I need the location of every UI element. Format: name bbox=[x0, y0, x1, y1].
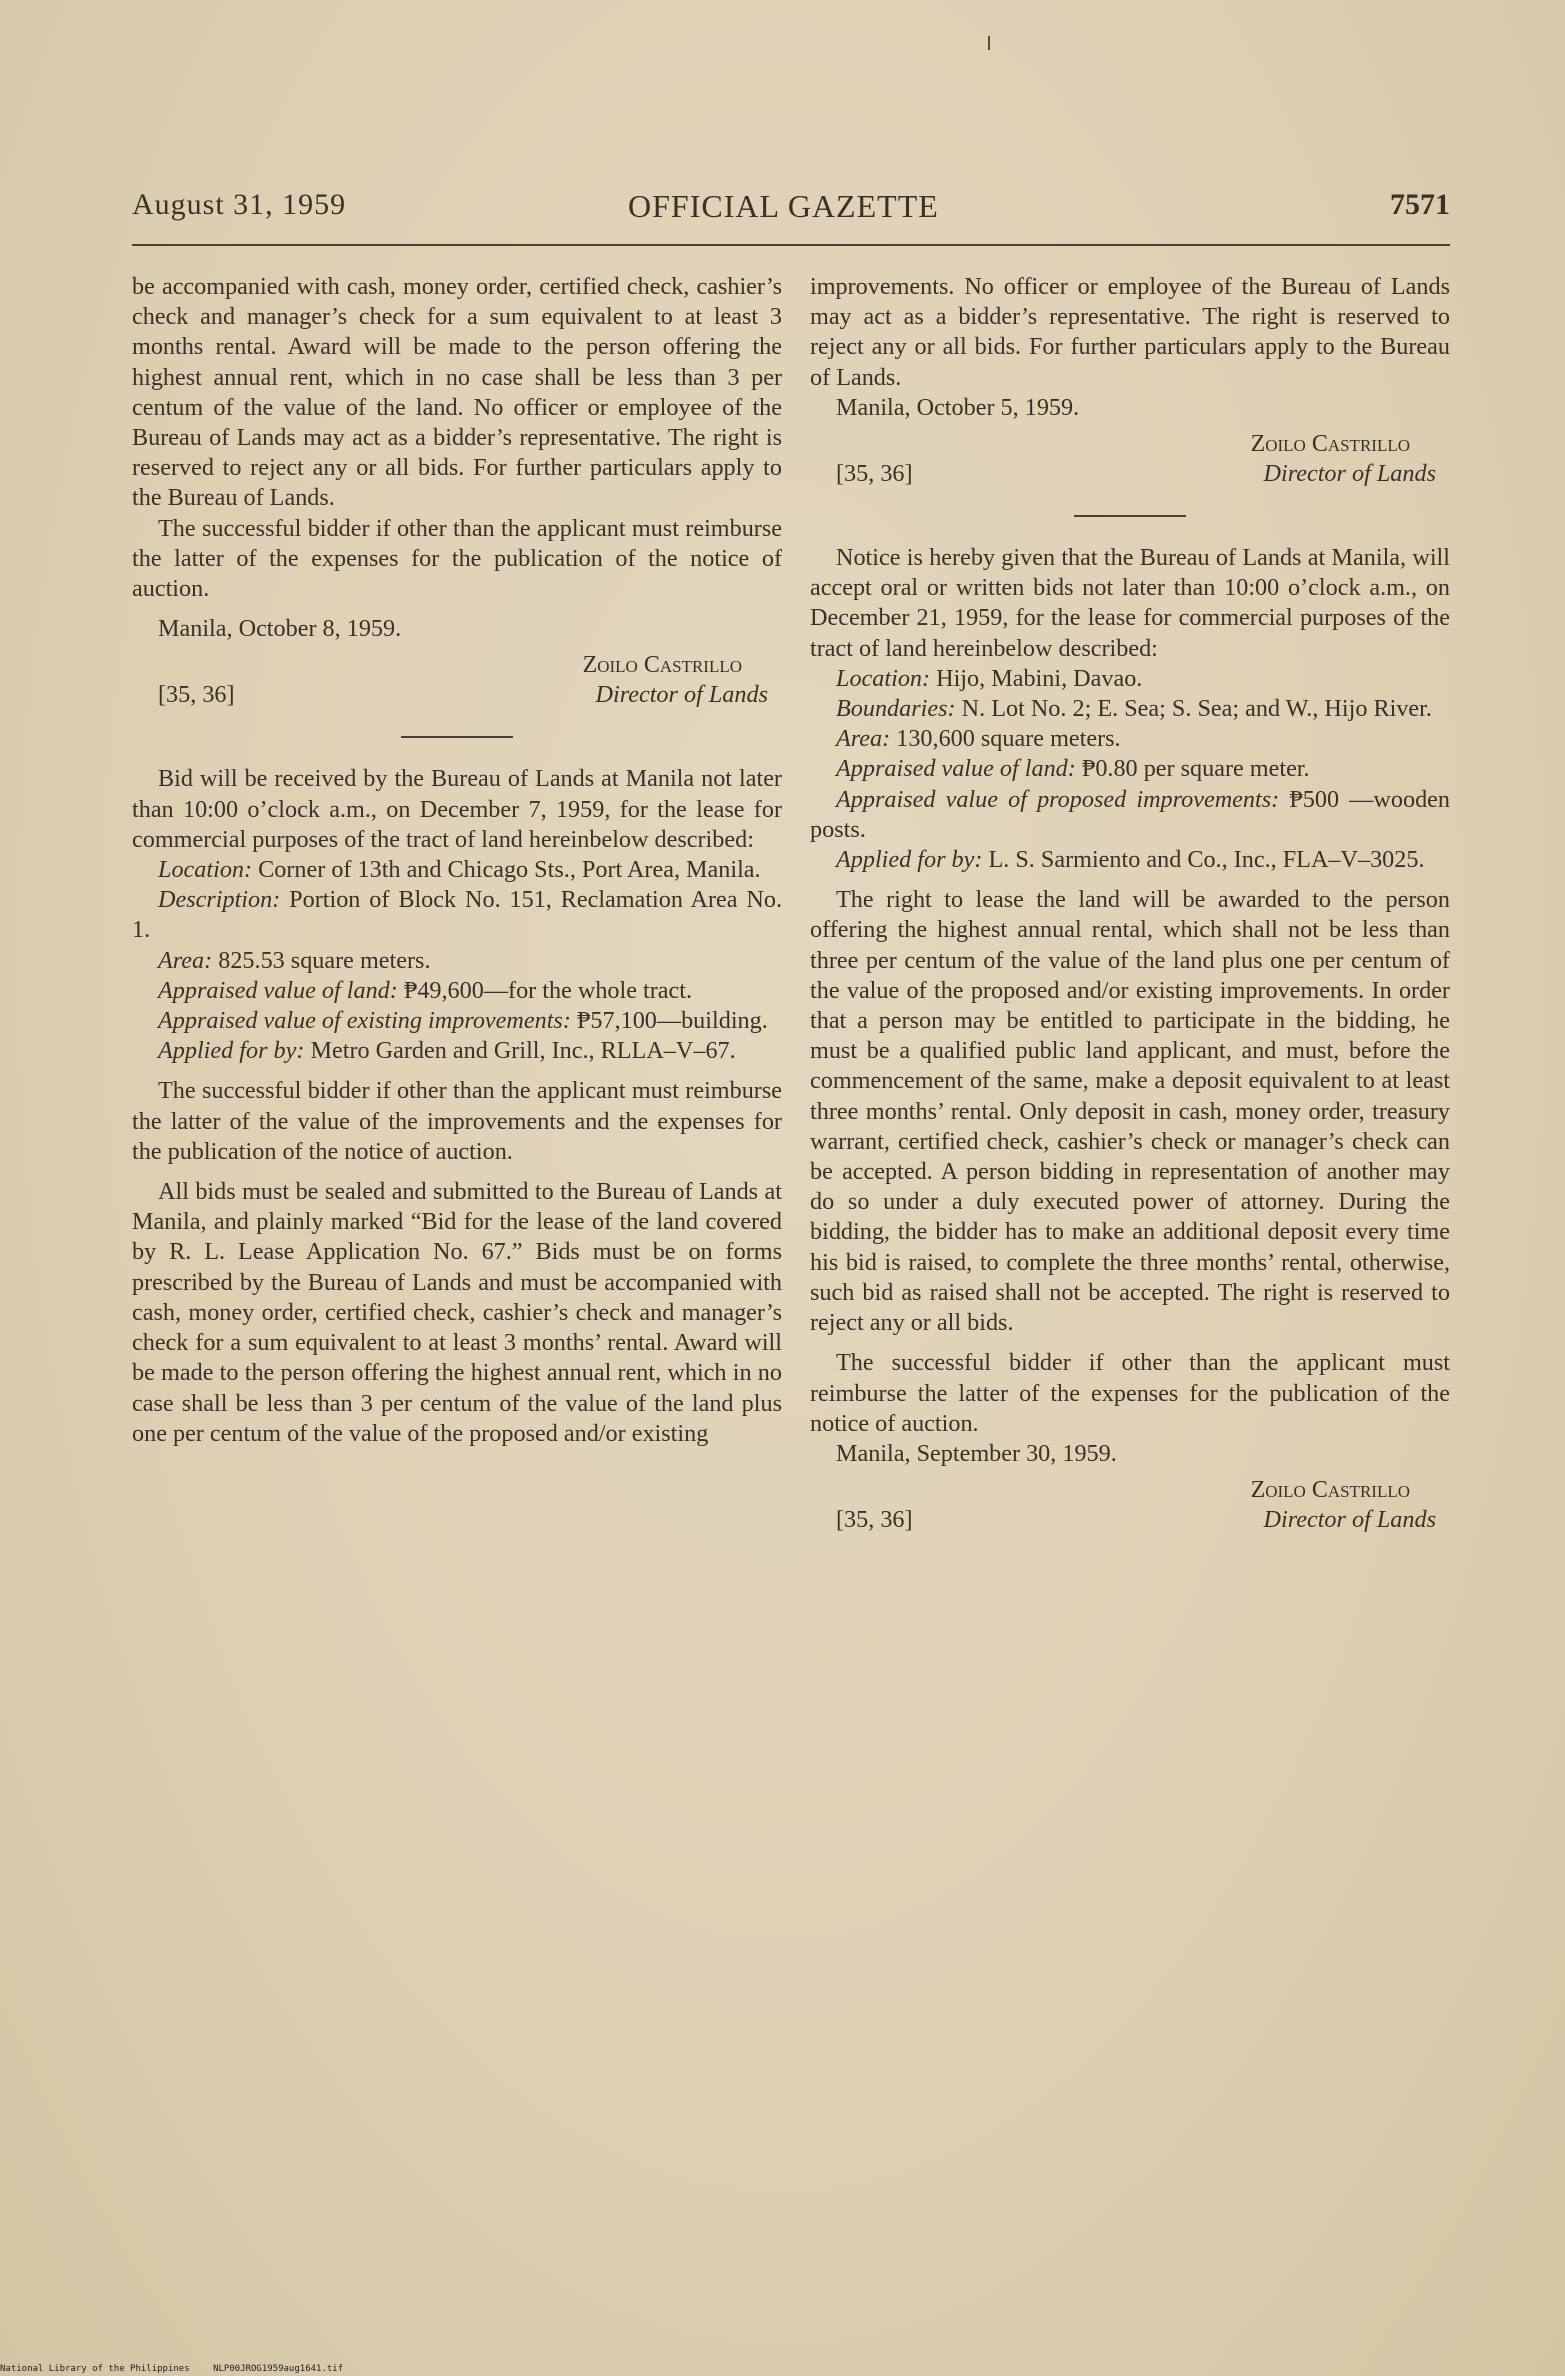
page-header bbox=[132, 188, 1450, 234]
appraised-improvements-label: Appraised value of existing improvements: bbox=[158, 1007, 571, 1035]
signer-name: Zoilo Castrillo bbox=[582, 652, 742, 679]
notice1-signature bbox=[132, 650, 782, 714]
notice3-boundaries bbox=[810, 694, 1450, 724]
boundaries-label: Boundaries: bbox=[836, 695, 956, 723]
notice3-location bbox=[810, 664, 1450, 694]
location-label: Location: bbox=[158, 856, 253, 884]
boundaries-value: N. Lot No. 2; E. Sea; S. Sea; and W., Hijo River. bbox=[961, 695, 1432, 723]
notice2-successful-bidder: The successful bidder if other than the applicant must reimburse the latter of the value of the improvements and the expenses for the publication of the notice of auction. bbox=[132, 1077, 782, 1165]
notice1-place-date: Manila, October 8, 1959. bbox=[158, 615, 402, 643]
description-value: Portion of Block No. 151, Reclamation Area No. 1. bbox=[132, 886, 783, 944]
notice2-description bbox=[132, 885, 782, 945]
signer-title: Director of Lands bbox=[1263, 1506, 1436, 1534]
applied-for-label: Applied for by: bbox=[836, 846, 983, 874]
location-value: Corner of 13th and Chicago Sts., Port Area, Manila. bbox=[258, 856, 761, 884]
description-label: Description: bbox=[158, 886, 281, 914]
notice2-bids-paragraph: All bids must be sealed and submitted to the Bureau of Lands at Manila, and plainly marked “Bid for the lease of the land covered by R. L. Lease Application No. 67.” Bids must be on forms prescribed by the Bureau of Lands and must be accompanied with cash, money order, certified check, cashier’s check and manager’s check for a sum equivalent to at least 3 months’ rental. Award will be made to the person offering the highest annual rent, which in no case shall be less than 3 per centum of the value of the land plus one per centum of the value of the proposed and/or existing bbox=[132, 1178, 782, 1447]
signer-name: Zoilo Castrillo bbox=[1250, 1477, 1410, 1504]
notice2-location bbox=[132, 855, 782, 885]
area-value: 825.53 square meters. bbox=[218, 946, 431, 974]
notice-divider bbox=[401, 736, 513, 738]
page-number: 7571 bbox=[1390, 188, 1450, 221]
notice2-area bbox=[132, 946, 782, 976]
left-column bbox=[132, 272, 782, 1449]
reference-number: [35, 36] bbox=[158, 681, 235, 709]
notice2-applied-for bbox=[132, 1036, 782, 1066]
appraised-improvements-label: Appraised value of proposed improvements: bbox=[836, 785, 1280, 813]
footer-file: NLP00JROG1959aug1641.tif bbox=[213, 2364, 344, 2374]
notice2-appraised-improvements bbox=[132, 1006, 782, 1036]
notice2-signature bbox=[810, 429, 1450, 493]
notice1-successful-bidder: The successful bidder if other than the applicant must reimburse the latter of the expenses for the publication of the notice of auction. bbox=[132, 514, 782, 603]
appraised-improvements-value: ₱500 —wooden posts. bbox=[810, 785, 1451, 843]
signer-name: Zoilo Castrillo bbox=[1250, 431, 1410, 458]
scan-mark bbox=[988, 36, 990, 50]
appraised-improvements-value: ₱57,100—building. bbox=[576, 1007, 768, 1035]
location-value: Hijo, Mabini, Davao. bbox=[936, 664, 1143, 692]
notice1-paragraph: be accompanied with cash, money order, certified check, cashier’s check and manager’s check for a sum equivalent to at least 3 months rental. Award will be made to the person offering the highest annual rent, which in no case shall be less than 3 per centum of the value of the land. No officer or employee of the Bureau of Lands may act as a bidder’s representative. The right is reserved to reject any or all bids. For further particulars apply to the Bureau of Lands. bbox=[132, 273, 782, 512]
signer-title: Director of Lands bbox=[595, 681, 768, 709]
header-date: August 31, 1959 bbox=[132, 188, 347, 221]
signer-title: Director of Lands bbox=[1263, 460, 1436, 488]
notice3-signature bbox=[810, 1475, 1450, 1539]
reference-number: [35, 36] bbox=[836, 1506, 913, 1534]
header-rule bbox=[132, 244, 1450, 246]
notice2-continued: improvements. No officer or employee of the Bureau of Lands may act as a bidder’s representative. The right is reserved to reject any or all bids. For further particulars apply to the Bureau of Lands. bbox=[810, 273, 1450, 391]
notice3-appraised-land bbox=[810, 754, 1450, 784]
area-label: Area: bbox=[836, 725, 891, 753]
location-label: Location: bbox=[836, 664, 931, 692]
appraised-land-label: Appraised value of land: bbox=[836, 755, 1076, 783]
area-value: 130,600 square meters. bbox=[896, 725, 1121, 753]
applied-for-label: Applied for by: bbox=[158, 1037, 305, 1065]
notice3-appraised-improvements bbox=[810, 785, 1450, 845]
notice3-area bbox=[810, 724, 1450, 754]
notice2-appraised-land bbox=[132, 976, 782, 1006]
notice3-right-to-lease: The right to lease the land will be awarded to the person offering the highest annual rental, which shall not be less than three per centum of the value of the land plus one per centum of the value of the proposed and/or existing improvements. In order that a person may be entitled to participate in the bidding, he must be a qualified public land applicant, and must, before the commencement of the same, make a deposit equivalent to at least three months’ rental. Only deposit in cash, money order, treasury warrant, certified check, cashier’s check or manager’s check can be accepted. A person bidding in representation of another may do so under a duly executed power of attorney. During the bidding, the bidder has to make an additional deposit every time his bid is raised, to complete the three months’ rental, otherwise, such bid as raised shall not be accepted. The right is reserved to reject any or all bids. bbox=[810, 886, 1450, 1337]
notice3-successful-bidder: The successful bidder if other than the applicant must reimburse the latter of the expenses for the publication of the notice of auction. bbox=[810, 1349, 1450, 1437]
header-title: OFFICIAL GAZETTE bbox=[628, 188, 939, 224]
notice2-intro: Bid will be received by the Bureau of Lands at Manila not later than 10:00 o’clock a.m., on December 7, 1959, for the lease for commercial purposes of the tract of land hereinbelow described: bbox=[132, 765, 782, 853]
notice3-applied-for bbox=[810, 845, 1450, 875]
notice-divider bbox=[1074, 515, 1186, 517]
footer-library: National Library of the Philippines bbox=[0, 2364, 190, 2374]
notice2-place-date: Manila, October 5, 1959. bbox=[836, 393, 1080, 421]
notice3-intro: Notice is hereby given that the Bureau of Lands at Manila, will accept oral or written bids not later than 10:00 o’clock a.m., on December 21, 1959, for the lease for commercial purposes of the tract of land hereinbelow described: bbox=[810, 544, 1450, 662]
applied-for-value: L. S. Sarmiento and Co., Inc., FLA–V–3025. bbox=[988, 846, 1425, 874]
area-label: Area: bbox=[158, 946, 213, 974]
appraised-land-label: Appraised value of land: bbox=[158, 976, 398, 1004]
applied-for-value: Metro Garden and Grill, Inc., RLLA–V–67. bbox=[310, 1037, 736, 1065]
appraised-land-value: ₱49,600—for the whole tract. bbox=[403, 976, 693, 1004]
appraised-land-value: ₱0.80 per square meter. bbox=[1081, 755, 1310, 783]
notice3-place-date: Manila, September 30, 1959. bbox=[836, 1439, 1117, 1467]
reference-number: [35, 36] bbox=[836, 460, 913, 488]
right-column bbox=[810, 272, 1450, 1539]
scan-footer bbox=[0, 2364, 361, 2374]
